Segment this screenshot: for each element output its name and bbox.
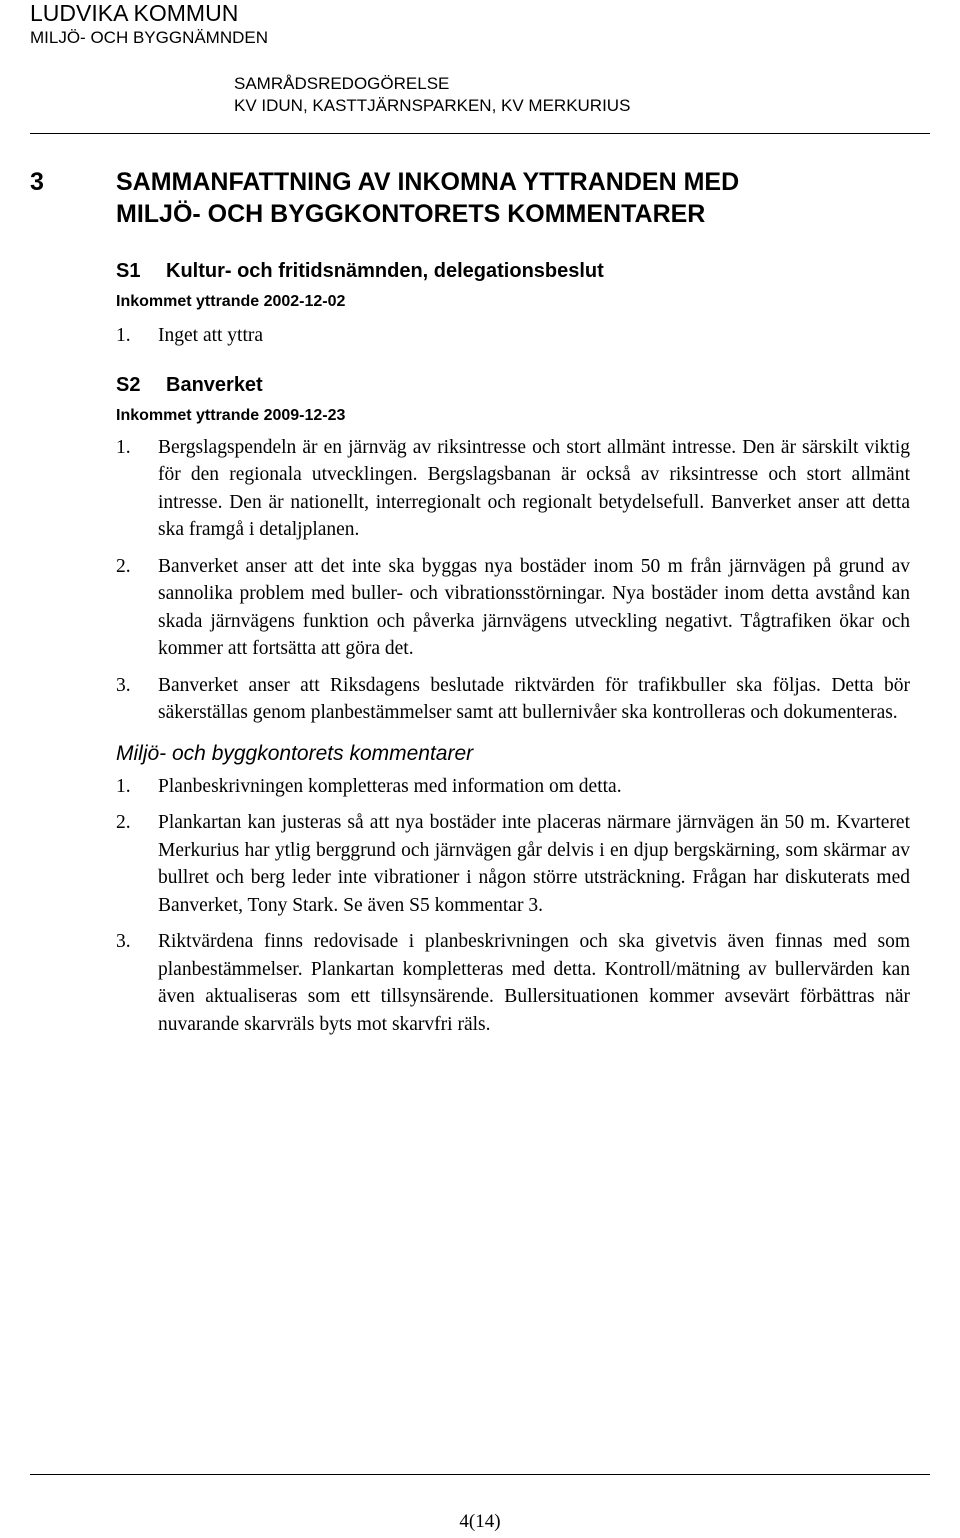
list-item <box>116 434 910 544</box>
item-text: Planbeskrivningen kompletteras med information om detta. <box>158 775 622 797</box>
list-item <box>116 553 910 663</box>
section-heading-s1 <box>116 258 910 284</box>
item-number: 1. <box>116 775 131 797</box>
item-text: Plankartan kan justeras så att nya bostäder inte placeras närmare järnvägen än 50 m. Kvarteret Merkurius har ytlig berggrund och järnvägen går delvis i en djup bergskärning, som skärmar av bullret och berg leder inte vibrationer i någon större utsträckning. Frågan har diskuterats med Banverket, Tony Stark. Se även S5 kommentar 3. <box>158 812 910 916</box>
received-date: Inkommet yttrande 2009-12-23 <box>116 406 346 424</box>
section-code: S2 <box>116 373 141 396</box>
list-item <box>116 322 910 350</box>
section-code: S1 <box>116 260 141 282</box>
chapter-number: 3 <box>30 168 44 196</box>
list-item <box>116 773 910 801</box>
item-number: 2. <box>116 812 131 833</box>
header-organization: LUDVIKA KOMMUN <box>30 0 239 26</box>
page-number: 4(14) <box>459 1511 501 1532</box>
item-number: 3. <box>116 931 131 952</box>
item-number: 3. <box>116 674 131 696</box>
list-item <box>116 809 910 919</box>
comment-list-s2 <box>116 773 910 1039</box>
header-document-type: SAMRÅDSREDOGÖRELSE <box>234 74 450 93</box>
item-text: Banverket anser att Riksdagens beslutade riktvärden för trafikbuller ska följas. Detta bör säkerställas genom planbestämmelser samt att bullernivåer ska kontrolleras och dokumenteras. <box>158 674 910 723</box>
received-date: Inkommet yttrande 2002-12-02 <box>116 293 346 310</box>
statement-list-s1 <box>116 322 910 350</box>
item-number: 1. <box>116 325 131 346</box>
section-title: Banverket <box>166 373 263 396</box>
list-item <box>116 928 910 1038</box>
item-number: 1. <box>116 436 131 458</box>
list-item <box>116 672 910 727</box>
section-title: Kultur- och fritidsnämnden, delegationsbeslut <box>166 260 604 282</box>
item-text: Bergslagspendeln är en järnväg av riksintresse och stort allmänt intresse. Den är särskilt viktig för den regionala utvecklingen. Bergslagsbanan är också av riksintresse och stort allmänt intresse. Den är nationellt, interregionalt och regionalt betydelsefull. Banverket anser att detta ska framgå i detaljplanen. <box>158 436 910 540</box>
comment-heading: Miljö- och byggkontorets kommentarer <box>116 741 474 765</box>
chapter-title <box>116 166 910 230</box>
footer-divider <box>30 1474 930 1475</box>
statement-list-s2 <box>116 434 910 727</box>
chapter-title-line-2: MILJÖ- OCH BYGGKONTORETS KOMMENTARER <box>116 200 706 228</box>
chapter-heading <box>30 166 910 230</box>
item-number: 2. <box>116 555 131 577</box>
header-project: KV IDUN, KASTTJÄRNSPARKEN, KV MERKURIUS <box>234 96 631 115</box>
header-divider <box>30 133 930 134</box>
header-department: MILJÖ- OCH BYGGNÄMNDEN <box>30 28 269 47</box>
chapter-title-line-1: SAMMANFATTNING AV INKOMNA YTTRANDEN MED <box>116 168 740 196</box>
page-content <box>30 166 910 1038</box>
item-text: Banverket anser att det inte ska byggas nya bostäder inom 50 m från järnvägen på grund av sannolika problem med buller- och vibrationsstörningar. Nya bostäder inom detta avstånd kan skada järnvägens funktion och påverka järnvägens utveckling negativt. Tågtrafiken ökar och kommer att fortsätta att göra det. <box>158 555 910 659</box>
section-heading-s2 <box>116 372 910 398</box>
item-text: Inget att yttra <box>158 325 264 346</box>
item-text: Riktvärdena finns redovisade i planbeskrivningen och ska givetvis även finnas med som planbestämmelser. Plankartan kompletteras med detta. Kontroll/mätning av bullervärden kan även aktualiseras som ett tillsynsärende. Bullersituationen kommer avsevärt förbättras när nuvarande skarvräls byts mot skarvfri räls. <box>158 931 910 1035</box>
